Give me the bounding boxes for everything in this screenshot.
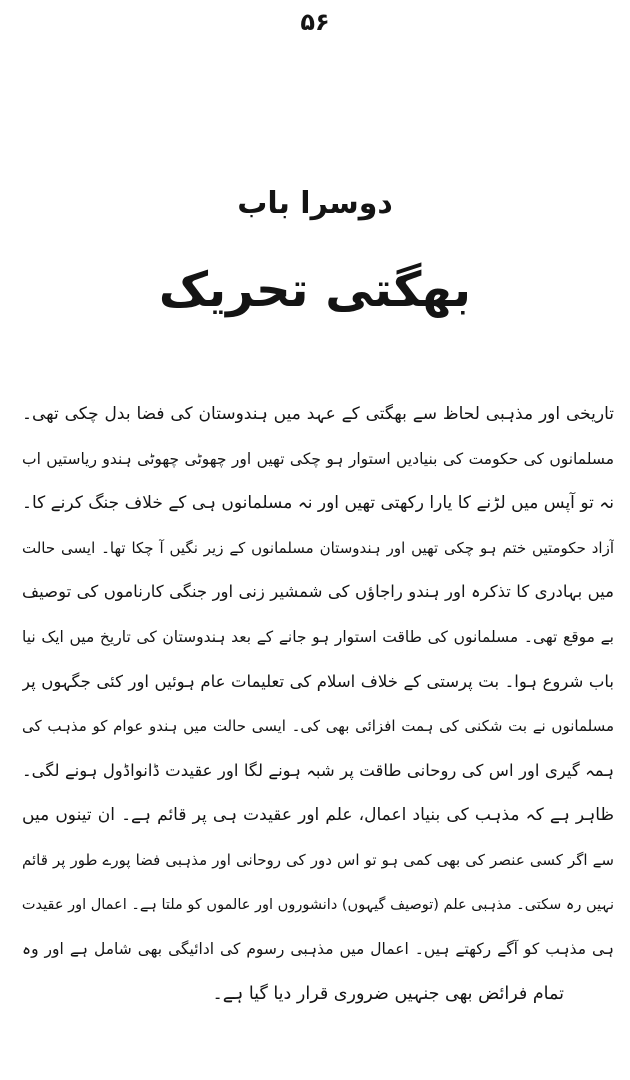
text-line: تمام فرائض بھی جنہیں ضروری قرار دیا گیا ہے۔ (212, 983, 564, 1004)
text-line: ہی مذہب کو آگے رکھتے ہیں۔ اعمال میں مذہبی رسوم کی ادائیگی بھی شامل ہے اور وہ (22, 940, 614, 959)
text-line: تاریخی اور مذہبی لحاظ سے بھگتی کے عہد میں ہندوستان کی فضا بدل چکی تھی۔ (22, 404, 614, 424)
text-line: ہمہ گیری اور اس کی روحانی طاقت پر شبہ ہونے لگا اور عقیدت ڈانواڈول ہونے لگی۔ (22, 760, 614, 780)
body-text (22, 392, 614, 1016)
text-line: نہ تو آپس میں لڑنے کا یارا رکھتی تھیں اور نہ مسلمانوں ہی کے خلاف جنگ کرنے کا۔ (22, 493, 614, 514)
page-number: ۵۶ (300, 8, 330, 36)
text-line: مسلمانوں کی حکومت کی بنیادیں استوار ہو چکی تھیں اور چھوٹی چھوٹی ہندو ریاستیں اب (22, 449, 614, 468)
text-line: نہیں رہ سکتی۔ مذہبی علم (توصیف گیہوں) دانشوروں اور عالموں کو ملتا ہے۔ اعمال اور عقیدت (22, 896, 614, 913)
text-line: سے اگر کسی عنصر کی بھی کمی ہو تو اس دور کی روحانی اور مذہبی فضا پورے طور پر قائم (22, 850, 614, 869)
text-line: بے موقع تھی۔ مسلمانوں کی طاقت استوار ہو جانے کے بعد ہندوستان کی تاریخ میں ایک نیا (22, 627, 614, 646)
text-line: مسلمانوں نے بت شکنی کی ہمت افزائی بھی کی۔ ایسی حالت میں ہندو عوام کو مذہب کی (22, 717, 614, 736)
chapter-title: بھگتی تحریک (158, 262, 472, 318)
text-line: باب شروع ہوا۔ بت پرستی کے خلاف اسلام کی تعلیمات عام ہوئیں اور کئی جگہوں پر (22, 671, 614, 691)
text-line: آزاد حکومتیں ختم ہو چکی تھیں اور ہندوستان مسلمانوں کے زیر نگیں آ چکا تھا۔ ایسی حالت (22, 538, 614, 557)
chapter-label: دوسرا باب (237, 186, 393, 221)
text-line: میں بہادری کا تذکرہ اور ہندو راجاؤں کی شمشیر زنی اور جنگی کارناموں کی توصیف (22, 582, 614, 602)
text-line: ظاہر ہے کہ مذہب کی بنیاد اعمال، علم اور عقیدت ہی پر قائم ہے۔ ان تینوں میں (22, 805, 614, 826)
